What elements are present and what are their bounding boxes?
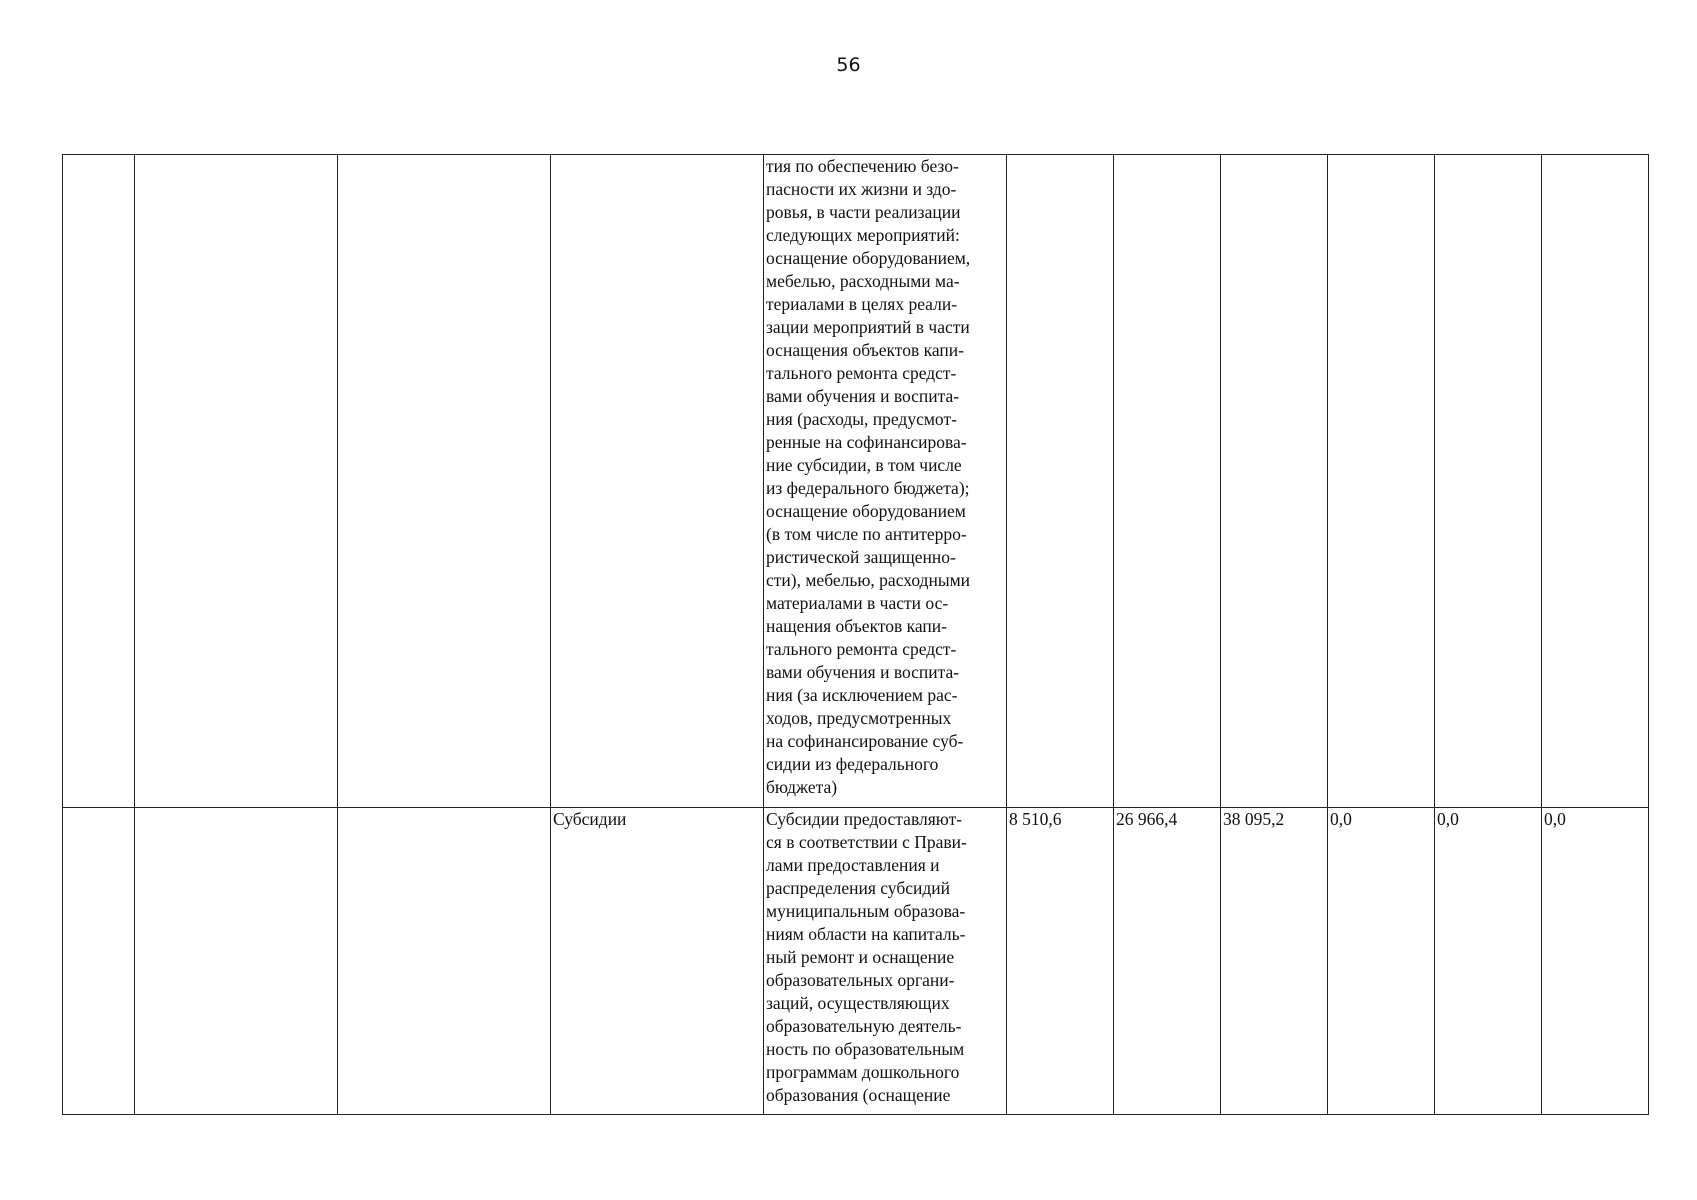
funding-type-cell: Субсидии [551,808,764,1115]
table-cell [63,155,135,808]
table-row [63,155,1649,808]
value-cell [1435,155,1542,808]
table-cell [551,155,764,808]
table-row [63,808,1649,1115]
budget-table [62,154,1649,1115]
value-cell: 0,0 [1328,808,1435,1115]
table-cell [338,808,551,1115]
value-cell: 0,0 [1435,808,1542,1115]
value-cell: 8 510,6 [1007,808,1114,1115]
table-cell [338,155,551,808]
value-cell [1007,155,1114,808]
value-cell: 38 095,2 [1221,808,1328,1115]
table-cell [135,155,338,808]
description-cell: Субсидии предоставляют- ся в соответствии с Прави- лами предоставления и распределения субсидий муниципальным образова- ниям области на капиталь- ный ремонт и оснащение образовательных органи- заций, осуществляющих образовательную деятель- ность по образовательным программам дошкольного образования (оснащение [764,808,1007,1115]
value-cell: 0,0 [1542,808,1649,1115]
value-cell [1114,155,1221,808]
value-cell [1328,155,1435,808]
value-cell: 26 966,4 [1114,808,1221,1115]
table-cell [135,808,338,1115]
value-cell [1221,155,1328,808]
table-cell [63,808,135,1115]
description-cell: тия по обеспечению безо- пасности их жизни и здо- ровья, в части реализации следующих мероприятий: оснащение оборудованием, мебелью, расходными ма- териалами в целях реали- зации мероприятий в части оснащения объектов капи- тального ремонта средст- вами обучения и воспита- ния (расходы, предусмот- ренные на софинансирова- ние субсидии, в том числе из федерального бюджета); оснащение оборудованием (в том числе по антитерро- ристической защищенно- сти), мебелью, расходными материалами в части ос- нащения объектов капи- тального ремонта средст- вами обучения и воспита- ния (за исключением рас- ходов, предусмотренных на софинансирование суб- сидии из федерального бюджета) [764,155,1007,808]
value-cell [1542,155,1649,808]
page-number: 56 [836,54,861,76]
